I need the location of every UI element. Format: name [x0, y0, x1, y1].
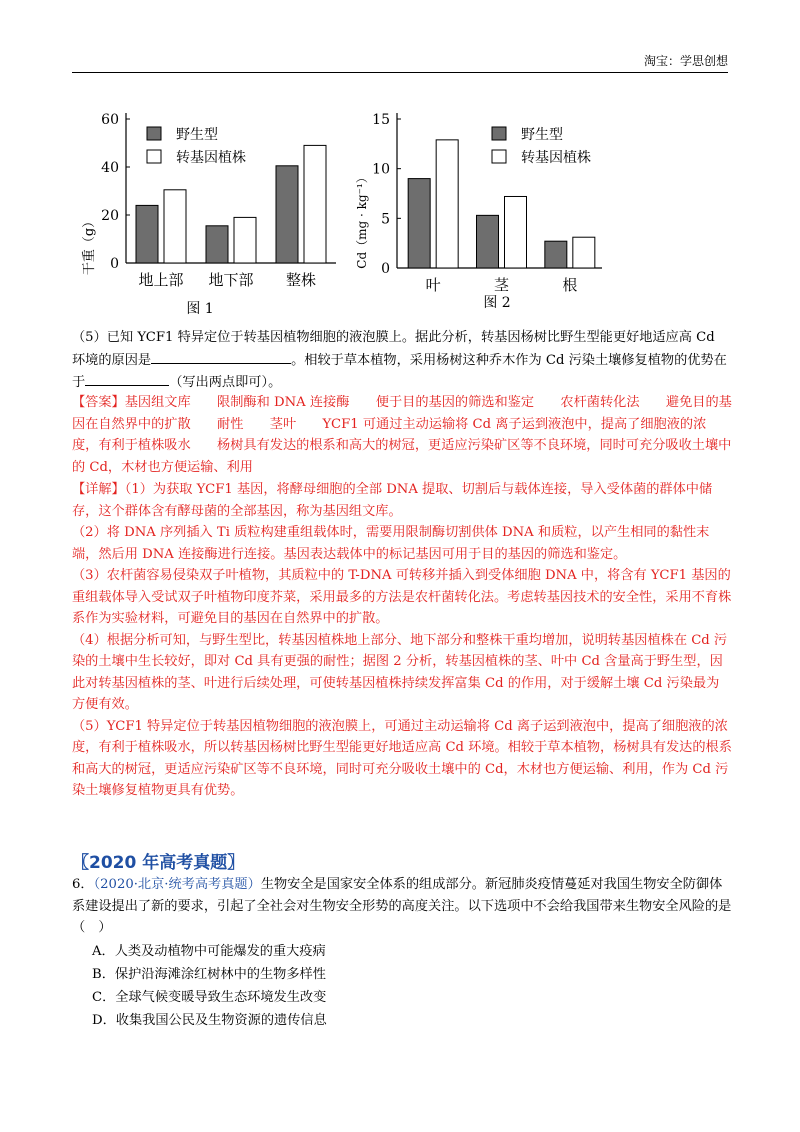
y-tick-label: 10 [372, 161, 390, 178]
x-tick-label: 根 [562, 276, 578, 294]
q6-option-b: B．保护沿海滩涂红树林中的生物多样性 [92, 967, 326, 982]
answer-text: 基因组文库 限制酶和 DNA 连接酶 便于目的基因的筛选和鉴定 农杆菌转化法 避免目的基因在自然界中的扩散 耐性 茎叶 YCF1 可通过主动运输将 Cd 离子运到液泡中，提高了细胞液的浓度，有利于植株吸水 杨树具有发达的根系和高大的树冠，更适应污染矿区等不良环境，同时可充分吸收土壤中的 Cd，木材也方便运输、利用 [72, 395, 732, 475]
x-tick-label: 地下部 [208, 271, 254, 289]
legend-swatch-transgenic [147, 150, 161, 163]
header-rule [72, 72, 728, 73]
q5-blank-1 [151, 349, 291, 364]
q6-number: 6． [72, 877, 94, 892]
answer-block [72, 392, 732, 478]
explain-p1: 【详解】（1）为获取 YCF1 基因，将酵母细胞的全部 DNA 提取、切割后与载体连接，导入受体菌的群体中储存，这个群体含有酵母菌的全部基因，称为基因组文库。 [72, 482, 713, 519]
q6-option-d: D．收集我国公民及生物资源的遗传信息 [92, 1013, 327, 1028]
bar-wild [545, 241, 567, 268]
q6-option-c: C．全球气候变暖导致生态环境发生改变 [92, 990, 327, 1005]
question-5 [72, 327, 732, 394]
x-tick-label: 整株 [285, 271, 317, 289]
bar-transgenic [573, 237, 595, 268]
y-tick-label: 40 [101, 160, 119, 176]
explanation-block [72, 479, 732, 802]
legend-label-transgenic: 转基因植株 [521, 150, 591, 166]
chart2-ylabel: Cd（mg · kg⁻¹） [355, 171, 369, 269]
bar-transgenic [505, 196, 527, 268]
y-tick-label: 0 [381, 261, 390, 277]
section-title: 〖2020 年高考真题〗 [72, 853, 245, 873]
legend-swatch-wild [147, 127, 161, 140]
legend-swatch-wild [492, 127, 506, 140]
q5-text-1: （5）已知 YCF1 特异定位于转基因植物细胞的液泡膜上。据此分析，转基因杨树比野生型能更好地适应高 Cd 环境的原因是 [72, 330, 715, 368]
legend-label-wild: 野生型 [521, 127, 563, 143]
y-tick-label: 0 [110, 256, 119, 272]
bar-wild [206, 226, 228, 263]
chart1-ylabel: 干重（g） [82, 214, 97, 276]
chart-fig2 [352, 95, 642, 320]
bar-transgenic [164, 190, 186, 263]
question-6 [72, 874, 732, 939]
q6-source: （2020·北京·统考高考真题） [93, 877, 261, 892]
x-tick-label: 叶 [425, 276, 441, 294]
x-tick-label: 地上部 [138, 271, 184, 289]
explain-p4: （4）根据分析可知，与野生型比，转基因植株地上部分、地下部分和整株干重均增加，说明转基因植株在 Cd 污染的土壤中生长较好，即对 Cd 具有更强的耐性；据图 2 分析，转基因植株的茎、叶中 Cd 含量高于野生型，因此对转基因植株的茎、叶进行后续处理，可使转基因植株持续发挥富集 Cd 的作用，对于缓解土壤 Cd 污染最为方便有效。 [72, 632, 728, 712]
y-tick-label: 60 [101, 112, 119, 128]
x-tick-label: 茎 [493, 276, 510, 294]
bar-transgenic [304, 145, 326, 263]
answer-tag: 【答案】 [72, 395, 125, 410]
chart-fig1 [70, 95, 360, 320]
y-tick-label: 20 [101, 208, 119, 224]
explain-p2: （2）将 DNA 序列插入 Ti 质粒构建重组载体时，需要用限制酶切割供体 DNA 和质粒，以产生相同的黏性末端，然后用 DNA 连接酶进行连接。基因表达载体中的标记基因可用于目的基因的筛选和鉴定。 [72, 525, 710, 562]
q6-option-a: A．人类及动植物中可能爆发的重大疫病 [92, 944, 326, 959]
explain-p3: （3）农杆菌容易侵染双子叶植物，其质粒中的 T-DNA 可转移并插入到受体细胞 DNA 中，将含有 YCF1 基因的重组载体导入受试双子叶植物印度芥菜，采用最多的方法是农杆菌转化法。考虑转基因技术的安全性，采用不育株系作为实验材料，可避免目的基因在自然界中的扩散。 [72, 568, 732, 626]
bar-transgenic [436, 140, 458, 268]
bar-wild [408, 179, 430, 268]
bar-wild [136, 205, 158, 263]
q5-text-3: （写出两点即可）。 [169, 375, 282, 390]
y-tick-label: 5 [381, 211, 390, 228]
bar-wild [276, 166, 298, 263]
bar-transgenic [234, 217, 256, 263]
legend-swatch-transgenic [492, 150, 506, 163]
q5-text-2: 。相较于草本植物，采用杨树这种乔木作为 Cd 污染土壤修复植物的优势在于 [72, 352, 727, 390]
legend-label-transgenic: 转基因植株 [176, 150, 246, 166]
bar-wild [477, 215, 499, 268]
explain-tag: 【详解】 [72, 482, 125, 497]
chart1-title: 图 1 [186, 301, 214, 317]
q5-blank-2 [85, 371, 169, 386]
q6-stem: 生物安全是国家安全体系的组成部分。新冠肺炎疫情蔓延对我国生物安全防御体系建设提出了新的要求，引起了全社会对生物安全形势的高度关注。以下选项中不会给我国带来生物安全风险的是（ ） [72, 877, 732, 935]
legend-label-wild: 野生型 [176, 127, 218, 143]
page-header: 淘宝：学思创想 [643, 54, 728, 68]
y-tick-label: 15 [372, 112, 390, 128]
chart2-title: 图 2 [483, 295, 511, 311]
explain-p5: （5）YCF1 特异定位于转基因植物细胞的液泡膜上，可通过主动运输将 Cd 离子运到液泡中，提高了细胞液的浓度，有利于植株吸水，所以转基因杨树比野生型能更好地适应高 Cd 环境。相较于草本植物，杨树具有发达的根系和高大的树冠，更适应污染矿区等不良环境，同时可充分吸收土壤中的 Cd，木材也方便运输、利用，作为 Cd 污染土壤修复植物更具有优势。 [72, 718, 732, 798]
